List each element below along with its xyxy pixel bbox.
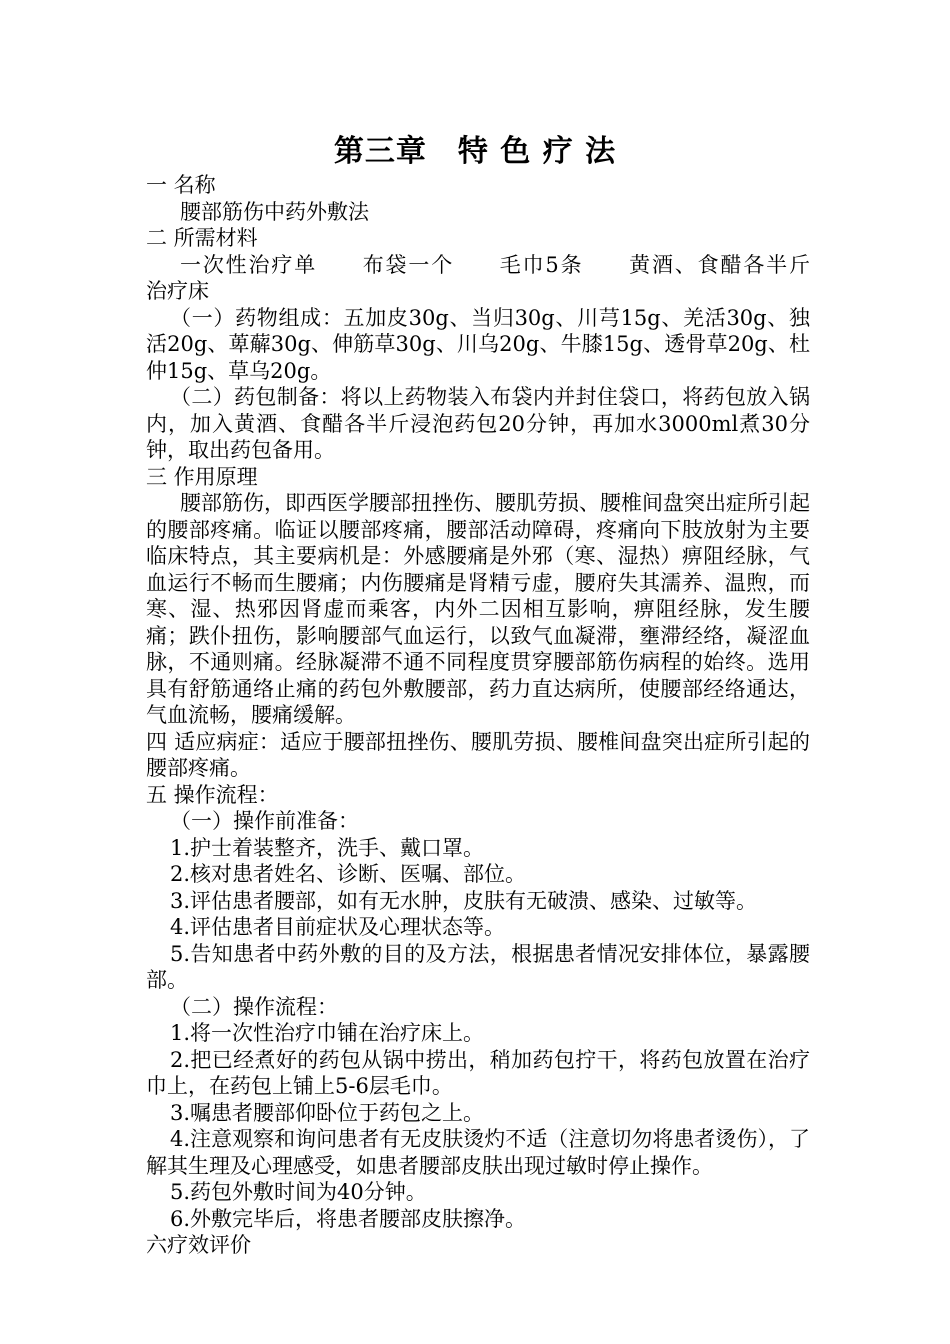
chapter-title: 第三章 特 色 疗 法: [333, 134, 617, 169]
principle-text: 腰部筋伤，即西医学腰部扭挫伤、腰肌劳损、腰椎间盘突出症所引起的腰部疼痛。临证以腰部疼痛，腰部活动障碍，疼痛向下肢放射为主要临床特点，其主要病机是：外感腰痛是外邪（寒、湿热）痹阻经脉，气血运行不畅而生腰痛；内伤腰痛是肾精亏虚，腰府失其濡养、温煦，而寒、湿、热邪因肾虚而乘客，内外二因相互影响，痹阻经脉，发生腰痛；跌仆扭伤，影响腰部气血运行，以致气血凝滞，壅滞经络，凝涩血脉，不通则痛。经脉凝滞不通不同程度贯穿腰部筋伤病程的始终。选用具有舒筋通络止痛的药包外敷腰部，药力直达病所，使腰部经络通达，气血流畅，腰痛缓解。: [146, 491, 810, 727]
section-heading-principle: 三 作用原理: [146, 464, 258, 489]
section-heading-procedure: 五 操作流程：: [146, 782, 279, 807]
section-heading-evaluation: 六疗效评价: [146, 1233, 251, 1257]
materials-list: 一次性治疗单 布袋一个 毛巾5条 黄酒、食醋各半斤 治疗床: [146, 252, 852, 303]
section-heading-name: 一 名称: [146, 173, 216, 197]
proc-step-6: 6.外敷完毕后，将患者腰部皮肤擦净。: [170, 1206, 527, 1231]
section-heading-materials: 二 所需材料: [146, 226, 258, 250]
proc-step-3: 3.嘱患者腰部仰卧位于药包之上。: [170, 1100, 485, 1125]
drug-pack-preparation: （二）药包制备：将以上药物装入布袋内并封住袋口，将药包放入锅内，加入黄酒、食醋各半斤浸泡药包20分钟，再加水3000ml煮30分钟，取出药包备用。: [146, 385, 810, 462]
prep-step-3: 3.评估患者腰部，如有无水肿，皮肤有无破溃、感染、过敏等。: [170, 888, 758, 913]
prep-step-1: 1.护士着装整齐，洗手、戴口罩。: [170, 835, 485, 860]
proc-step-5: 5.药包外敷时间为40分钟。: [170, 1180, 427, 1204]
proc-step-2: 2.把已经煮好的药包从锅中捞出，稍加药包拧干，将药包放置在治疗巾上，在药包上铺上5-6层毛巾。: [146, 1047, 810, 1098]
subheading-preparation: （一）操作前准备：: [170, 809, 359, 833]
proc-step-4: 4.注意观察和询问患者有无皮肤烫灼不适（注意切勿将患者烫伤），了解其生理及心理感受，如患者腰部皮肤出现过敏时停止操作。: [146, 1127, 810, 1178]
prep-step-5: 5.告知患者中药外敷的目的及方法，根据患者情况安排体位，暴露腰部。: [146, 941, 810, 992]
prep-step-2: 2.核对患者姓名、诊断、医嘱、部位。: [170, 862, 527, 886]
drug-composition: （一）药物组成：五加皮30g、当归30g、川芎15g、羌活30g、独活20g、萆薢30g、伸筋草30g、川乌20g、牛膝15g、透骨草20g、杜仲15g、草乌20g。: [146, 305, 810, 383]
indications: 四 适应病症：适应于腰部扭挫伤、腰肌劳损、腰椎间盘突出症所引起的腰部疼痛。: [146, 729, 810, 780]
subheading-procedure: （二）操作流程：: [170, 994, 338, 1019]
document-body: [146, 172, 852, 1259]
therapy-name: 腰部筋伤中药外敷法: [180, 199, 369, 224]
prep-step-4: 4.评估患者目前症状及心理状态等。: [170, 915, 506, 939]
proc-step-1: 1.将一次性治疗巾铺在治疗床上。: [170, 1021, 485, 1045]
